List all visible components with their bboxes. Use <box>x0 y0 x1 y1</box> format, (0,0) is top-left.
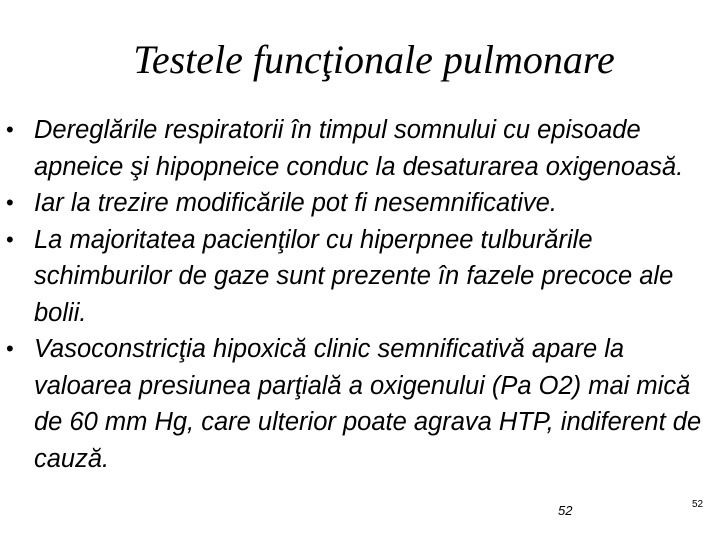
bullet-text: Dereglările respiratorii în timpul somnului cu episoade apneice şi hipopneice conduc la desaturarea oxigenoasă. <box>34 116 684 181</box>
page-number: 52 <box>692 499 704 510</box>
page-number-overlay: 52 <box>558 503 573 518</box>
bullet-item <box>0 112 720 185</box>
slide-title: Testele funcţionale pulmonare <box>133 37 615 82</box>
bullet-item <box>0 222 720 332</box>
bullet-text: Iar la trezire modificările pot fi nesemnificative. <box>34 189 557 217</box>
bullet-item <box>0 331 720 477</box>
bullet-text: La majoritatea pacienţilor cu hiperpnee tulburările schimburilor de gaze sunt prezente în fazele precoce ale bolii. <box>34 225 674 327</box>
bullet-icon: • <box>6 226 14 252</box>
bullet-text: Vasoconstricţia hipoxică clinic semnificativă apare la valoarea presiunea parţială a oxigenului (Pa O2) mai mică de 60 mm Hg, care ulterior poate agrava HTP, indiferent de cauză. <box>34 335 702 473</box>
bullet-item <box>0 185 720 222</box>
bullet-list <box>0 112 720 477</box>
bullet-icon: • <box>6 117 14 142</box>
bullet-icon: • <box>6 190 14 215</box>
bullet-icon: • <box>6 336 14 361</box>
